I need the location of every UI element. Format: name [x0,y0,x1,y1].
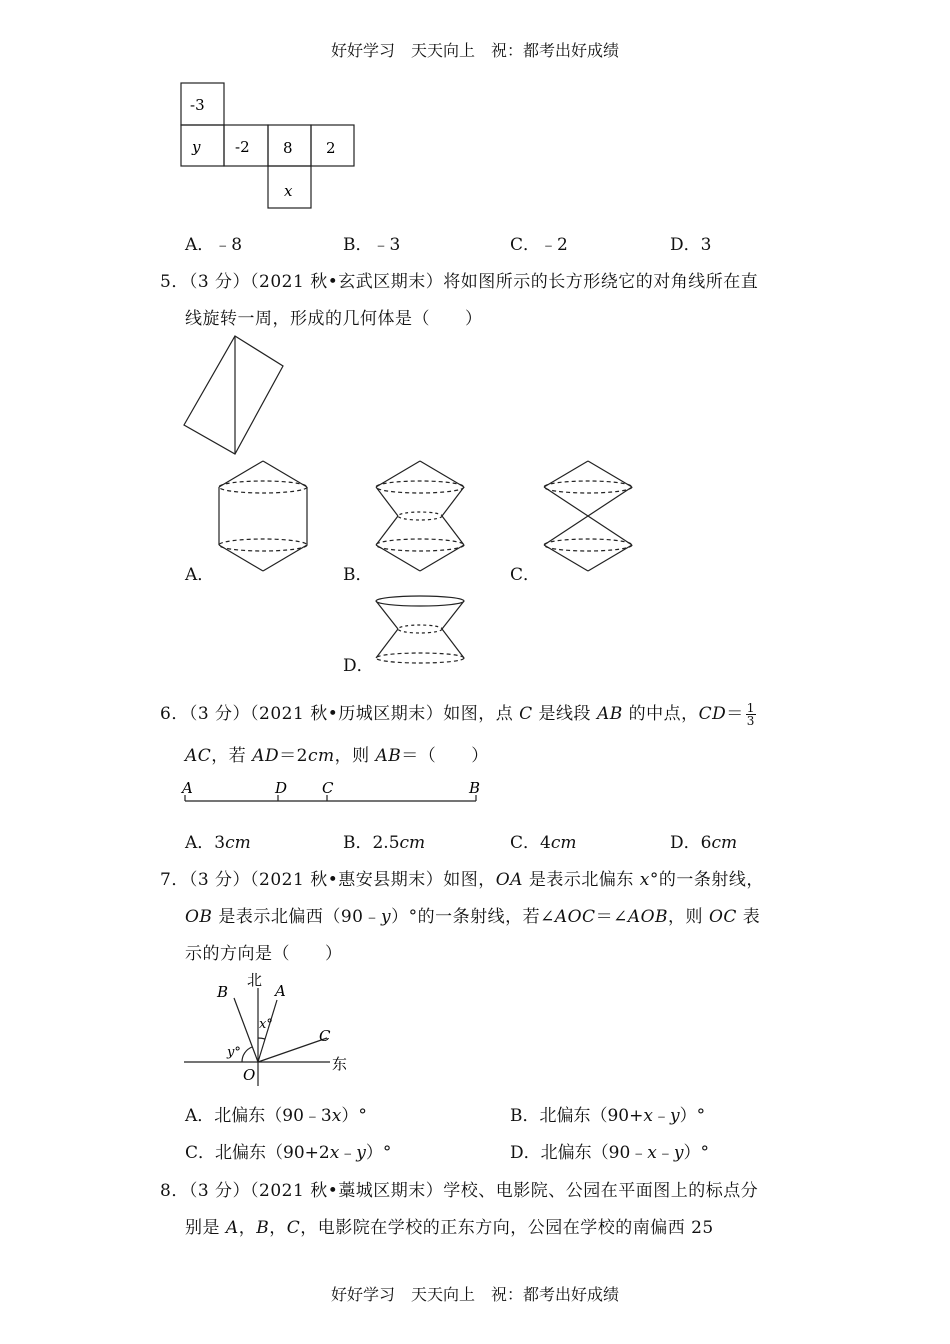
point-d-label: D [275,779,288,797]
point-c-label: C [322,779,334,797]
ray-a-label: A [275,982,286,1000]
cell-label: -2 [235,138,250,156]
fraction-one-third: $\frac{1}{3}$ [746,701,755,728]
q4-option-c: C．﹣2 [510,235,568,255]
cube-net-grid [180,82,360,212]
direction-figure [180,968,355,1088]
q5-option-c-figure [540,458,640,576]
q7-stem-line3: 示的方向是（ ） [185,944,343,964]
q6-stem-line1: 6．（3 分）（2021 秋•历城区期末）如图，点 C 是线段 AB 的中点，CD＝ $\frac{1}{3}$ [160,701,755,728]
origin-label: O [243,1066,256,1084]
ray-c-label: C [319,1027,331,1045]
angle-y-arc [242,1047,252,1062]
q8-stem-line2: 别是 A，B，C，电影院在学校的正东方向，公园在学校的南偏西 25 [185,1218,714,1238]
segment-figure [180,778,485,808]
q7-option-a: A．北偏东（90﹣3x）° [185,1106,367,1126]
point-a-label: A [182,779,193,797]
cell-label: -3 [190,96,205,114]
page-header: 好好学习 天天向上 祝：都考出好成绩 [330,41,619,60]
q6-option-b: B．2.5cm [343,833,426,853]
north-label: 北 [247,971,263,989]
q5-option-c-label: C． [510,565,541,585]
q5-option-b-figure [372,458,472,576]
angle-x-label: x° [259,1017,273,1032]
q5-stem-line1: 5．（3 分）（2021 秋•玄武区期末）将如图所示的长方形绕它的对角线所在直 [160,272,759,292]
q6-stem-line2: AC，若 AD＝2cm，则 AB＝（ ） [185,746,489,766]
q5-option-d-label: D． [343,656,374,676]
q7-option-c: C．北偏东（90+2x﹣y）° [185,1143,392,1163]
cell-label: x [284,182,293,200]
east-label: 东 [332,1055,348,1073]
page-footer: 好好学习 天天向上 祝：都考出好成绩 [330,1285,619,1304]
q4-option-b: B．﹣3 [343,235,401,255]
q6-option-c: C．4cm [510,833,577,853]
cube-net-cell [181,125,224,166]
q5-option-a-figure [215,458,315,576]
q7-option-d: D．北偏东（90﹣x﹣y）° [510,1143,709,1163]
cell-label: y [192,138,201,156]
q5-option-d-figure [372,594,472,668]
cell-label: 8 [283,139,293,157]
q6-option-a: A．3cm [185,833,251,853]
q7-option-b: B．北偏东（90+x﹣y）° [510,1106,706,1126]
cell-label: 2 [326,139,336,157]
q8-stem-line1: 8．（3 分）（2021 秋•藁城区期末）学校、电影院、公园在平面图上的标点分 [160,1181,759,1201]
angle-x-arc [258,1038,265,1039]
q7-stem-line1: 7．（3 分）（2021 秋•惠安县期末）如图，OA 是表示北偏东 x°的一条射线， [160,870,764,890]
q7-stem-line2: OB 是表示北偏西（90﹣y）°的一条射线，若∠AOC＝∠AOB，则 OC 表 [185,907,761,927]
q4-option-a: A．﹣8 [185,235,243,255]
q6-option-d: D．6cm [670,833,738,853]
q4-option-d: D．3 [670,235,712,255]
point-b-label: B [469,779,481,797]
ray-oc [258,1038,327,1062]
angle-y-label: y° [227,1045,241,1060]
q5-option-b-label: B． [343,565,373,585]
q5-stem-line2: 线旋转一周，形成的几何体是（ ） [185,309,483,329]
rotated-rectangle-figure [180,333,290,458]
ray-b-label: B [217,983,229,1001]
q5-option-a-label: A． [185,565,215,585]
